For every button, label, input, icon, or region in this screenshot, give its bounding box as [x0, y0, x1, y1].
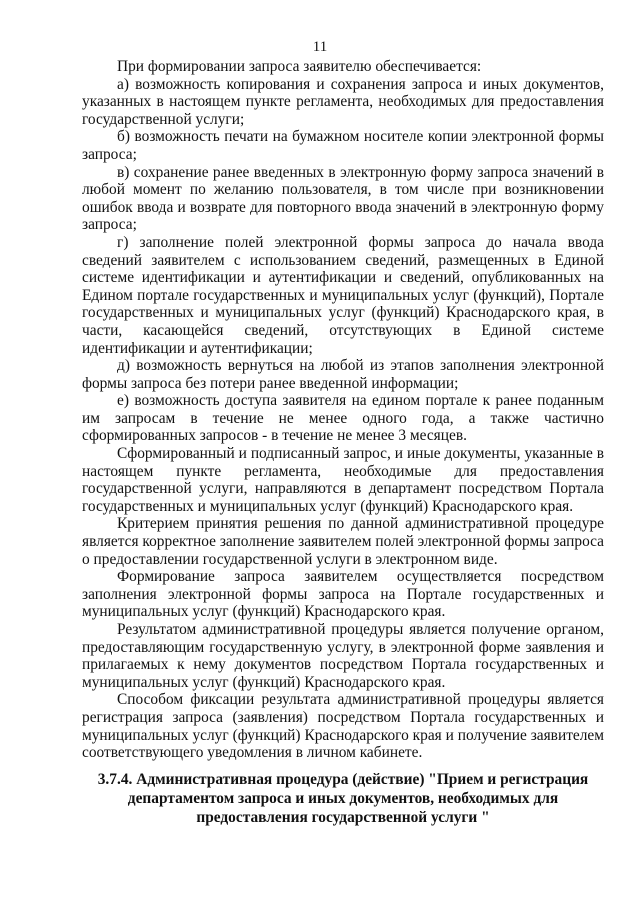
paragraph-formation: Формирование запроса заявителем осуществляется посредством заполнения электронной формы запроса на Портале государственных и муниципальных услуг (функций) Краснодарского края. [82, 568, 604, 621]
paragraph-item-a: а) возможность копирования и сохранения запроса и иных документов, указанных в настоящем пункте регламента, необходимых для предоставления государственной услуги; [82, 75, 604, 128]
paragraph-item-v: в) сохранение ранее введенных в электронную форму запроса значений в любой момент по желанию пользователя, в том числе при возникновении ошибок ввода и возврате для повторного ввода значений в электронную форму запроса; [82, 163, 604, 234]
paragraph-item-g: г) заполнение полей электронной формы запроса до начала ввода сведений заявителем с использованием сведений, размещенных в Единой системе идентификации и аутентификации и сведений, опубликованных на Едином портале государственных и муниципальных услуг (функций), Портале государственных и муниципальных услуг (функций) Краснодарского края, в части, касающейся сведений, отсутствующих в Единой системе идентификации и аутентификации; [82, 233, 604, 357]
body-text [82, 58, 604, 762]
paragraph-item-e: е) возможность доступа заявителя на едином портале к ранее поданным им запросам в течение не менее одного года, а также частично сформированных запросов - в течение не менее 3 месяцев. [82, 392, 604, 445]
paragraph-decision-criterion: Критерием принятия решения по данной административной процедуре является корректное заполнение заявителем полей электронной формы запроса о предоставлении государственной услуги в электронном виде. [82, 515, 604, 568]
paragraph-submission: Сформированный и подписанный запрос, и иные документы, указанные в настоящем пункте регламента, необходимые для предоставления государственной услуги, направляются в департамент посредством Портала государственных и муниципальных услуг (функций) Краснодарского края. [82, 445, 604, 515]
paragraph-intro: При формировании запроса заявителю обеспечивается: [117, 58, 482, 75]
paragraph-fixation: Способом фиксации результата административной процедуры является регистрация запроса (заявления) посредством Портала государственных и муниципальных услуг (функций) Краснодарского края и получение заявителем соответствующего уведомления в личном кабинете. [82, 691, 604, 762]
paragraph-item-d: д) возможность вернуться на любой из этапов заполнения электронной формы запроса без потери ранее введенной информации; [82, 357, 604, 392]
section-heading: 3.7.4. Административная процедура (действие) "Прием и регистрация департаментом запроса и иных документов, необходимых для предоставления государственной услуги " [97, 771, 589, 826]
paragraph-item-b: б) возможность печати на бумажном носителе копии электронной формы запроса; [82, 128, 604, 163]
paragraph-result: Результатом административной процедуры является получение органом, предоставляющим государственную услугу, в электронной форме заявления и прилагаемых к нему документов посредством Портала государственных и муниципальных услуг (функций) Краснодарского края. [82, 621, 604, 691]
page-number: 11 [312, 39, 328, 55]
